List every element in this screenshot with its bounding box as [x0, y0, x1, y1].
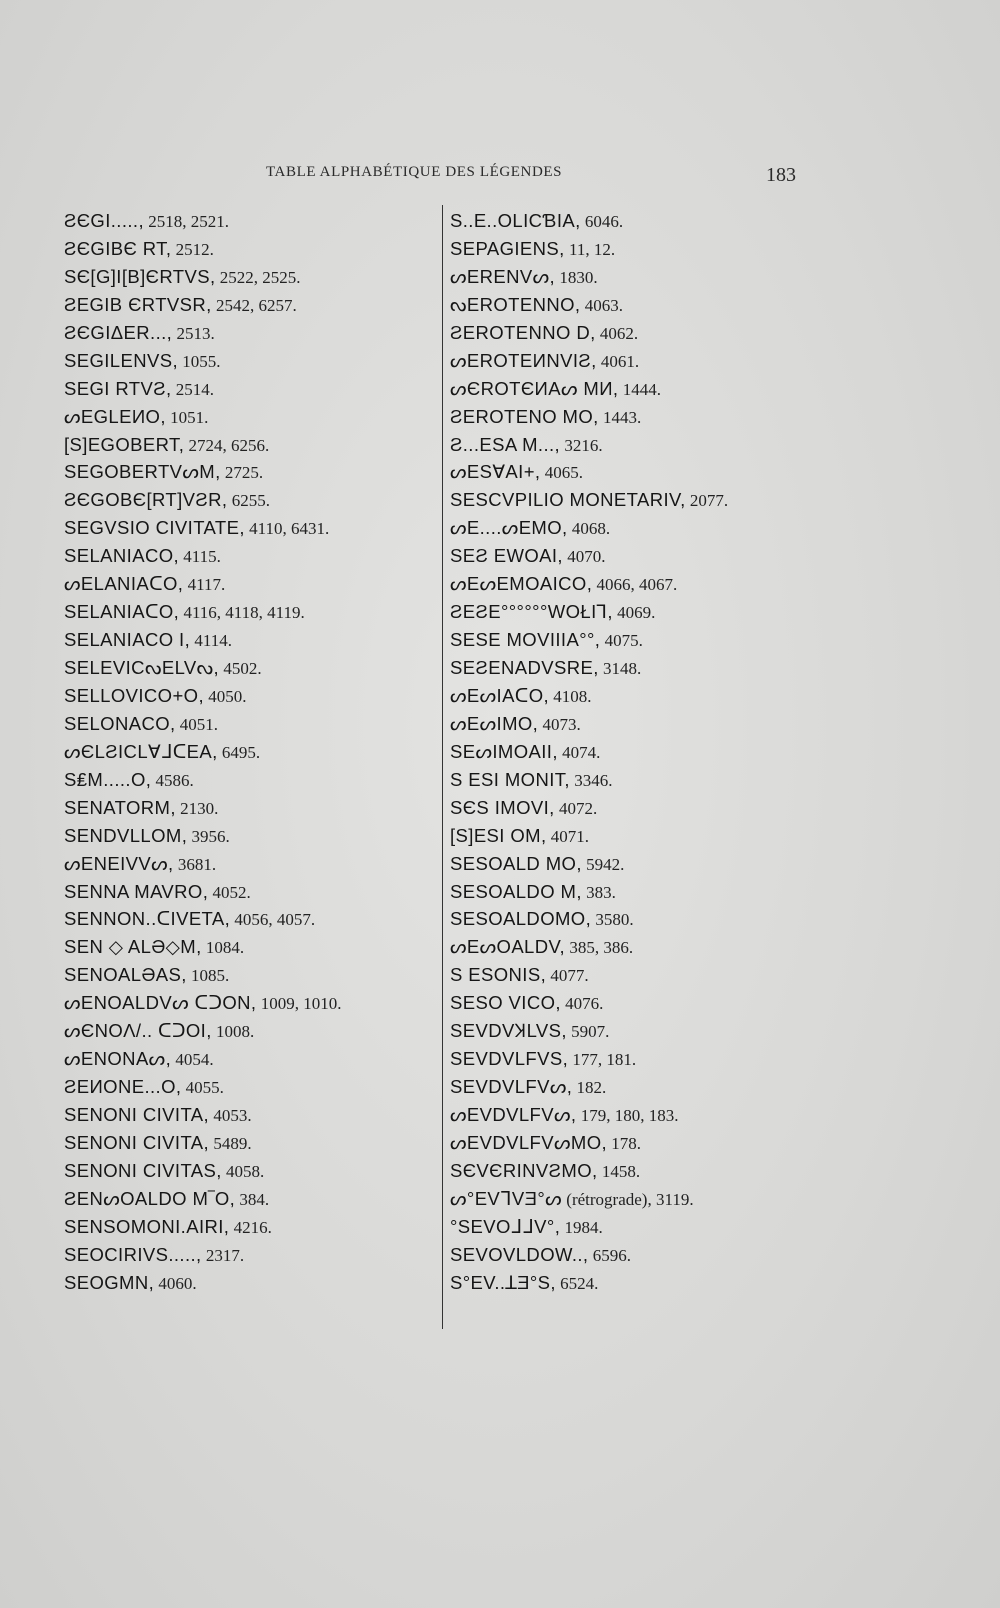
reference-numbers: 6046. [580, 212, 624, 231]
index-entry [450, 1241, 810, 1269]
reference-numbers: 1444. [618, 379, 661, 399]
legend-text: ƧEROTENNO D, [450, 321, 596, 343]
reference-numbers: 2130. [175, 798, 219, 818]
legend-text: ᔕERENVᔕ, [450, 265, 556, 287]
legend-text: ᔕEVDVLFVᔕ, [450, 1104, 577, 1125]
legend-text: S ESONIS, [450, 964, 547, 986]
legend-text: SENOALӘAS, [64, 964, 187, 986]
reference-numbers: 4066, 4067. [592, 575, 678, 595]
index-entry [64, 235, 434, 263]
reference-numbers: 4108. [549, 686, 592, 706]
reference-numbers: 4116, 4118, 4119. [179, 603, 305, 623]
index-entry [64, 850, 434, 878]
reference-numbers: 5942. [581, 854, 625, 874]
reference-numbers: 1055. [178, 351, 221, 371]
legend-text: SEƧENADVSRE, [450, 657, 599, 678]
legend-text: ᔕELANIAᑕO, [64, 573, 184, 595]
legend-text: S₤M.....O, [64, 768, 152, 790]
index-entry [450, 626, 810, 654]
reference-numbers: 179, 180, 183. [576, 1106, 679, 1125]
legend-text: ᔕЄNOɅ/.. ᑕᑐOI, [64, 1020, 212, 1042]
legend-text: SESOALD MO, [450, 852, 582, 874]
index-entry [450, 458, 810, 486]
legend-text: SENNON..ᑕIVETA, [64, 908, 231, 930]
index-entry [64, 1101, 434, 1129]
reference-numbers: 4053. [209, 1106, 252, 1125]
reference-numbers: 4075. [600, 631, 643, 651]
index-entry [64, 626, 434, 654]
legend-text: °SEVOᒧᒧV°, [450, 1215, 561, 1237]
legend-text: SESE MOVIIIA°°, [450, 629, 601, 651]
reference-numbers: 3681. [173, 854, 217, 874]
reference-numbers: 1084. [201, 938, 245, 958]
legend-text: ᔕEROTEИNVIƧ, [450, 349, 597, 371]
index-entry [450, 1157, 810, 1185]
index-entry [64, 1129, 434, 1157]
index-entry [64, 514, 434, 542]
reference-numbers: 4074. [557, 742, 601, 762]
reference-numbers: 5907. [566, 1022, 610, 1042]
reference-numbers: 4070. [562, 547, 606, 567]
legend-text: SEVDVLFVS, [450, 1048, 569, 1070]
index-entry [450, 542, 810, 570]
legend-text: ᔕESⱯAI+, [450, 461, 541, 483]
index-entry [450, 905, 810, 933]
index-entry [450, 738, 810, 766]
reference-numbers: 5489. [209, 1133, 252, 1153]
reference-numbers: 1458. [597, 1161, 641, 1181]
index-entry [64, 431, 434, 459]
index-entry [450, 850, 810, 878]
index-entry [64, 347, 434, 375]
legend-text: ƧEROTENO MO, [450, 405, 599, 427]
index-entry [450, 1269, 810, 1297]
index-entry [450, 598, 810, 626]
legend-text: SESO VICO, [450, 992, 561, 1014]
reference-numbers: 2513. [172, 323, 215, 343]
index-entry [64, 458, 434, 486]
reference-numbers: 4063. [580, 295, 623, 315]
reference-numbers: 1008. [211, 1022, 255, 1042]
index-entry [64, 682, 434, 710]
legend-text: SEƧ EWOAI, [450, 545, 563, 567]
reference-numbers: 1009, 1010. [256, 994, 342, 1014]
legend-text: SEVOVLDOW.., [450, 1243, 589, 1265]
legend-text: [S]ESI OM, [450, 824, 547, 846]
index-entry [64, 766, 434, 794]
index-entry [450, 375, 810, 403]
legend-text: ᔕEᔕIMO, [450, 712, 539, 734]
reference-numbers: (rétrograde), 3119. [562, 1189, 694, 1209]
index-entry [450, 1185, 810, 1213]
legend-text: ƧEƧE°°°°°°WOŁIꓶ, [450, 601, 613, 623]
reference-numbers: 2077. [685, 491, 729, 511]
reference-numbers: 4115. [179, 547, 221, 567]
index-entry [450, 989, 810, 1017]
index-entry [450, 933, 810, 961]
index-entry [450, 347, 810, 375]
index-entry [64, 1213, 434, 1241]
index-entry [450, 682, 810, 710]
index-entry [64, 375, 434, 403]
legend-text: ƧENᔕOALDO M‾O, [64, 1187, 236, 1209]
legend-text: ƧЄGOBЄ[RT]VƧR, [64, 489, 228, 511]
index-entry [450, 1101, 810, 1129]
reference-numbers: 4058. [221, 1161, 265, 1181]
reference-numbers: 384. [235, 1189, 270, 1209]
reference-numbers: 177, 181. [568, 1050, 637, 1070]
index-entry [64, 1073, 434, 1101]
index-entry [450, 1129, 810, 1157]
legend-text: SЄVЄRINVƧMO, [450, 1159, 598, 1181]
legend-text: ᔕE....ᔕEMO, [450, 517, 568, 539]
reference-numbers: 4076. [560, 994, 604, 1014]
legend-text: ᔕEᔕOALDV, [450, 936, 566, 958]
legend-text: ᔕEVDVLFVᔕMO, [450, 1131, 608, 1153]
legend-text: SELLOVICO+O, [64, 684, 205, 706]
reference-numbers: 4110, 6431. [244, 519, 330, 539]
index-entry [64, 1241, 434, 1269]
legend-text: SEOCIRIVS....., [64, 1243, 202, 1265]
reference-numbers: 6255. [227, 491, 270, 511]
reference-numbers: 6596. [588, 1245, 631, 1265]
legend-text: ᔕ°EVᒣVƎ°ᔕ [450, 1187, 563, 1209]
index-entry [64, 738, 434, 766]
reference-numbers: 4216. [229, 1217, 272, 1237]
reference-numbers: 4054. [171, 1050, 214, 1070]
index-entry [64, 794, 434, 822]
reference-numbers: 4069. [612, 603, 656, 623]
reference-numbers: 182. [572, 1078, 607, 1098]
legend-text: SEᔕIMOAII, [450, 740, 558, 762]
legend-text: S°EV..ꓕƎ°S, [450, 1271, 556, 1293]
legend-text: ᔓEROTENNO, [450, 293, 581, 315]
index-entry [450, 878, 810, 906]
legend-text: ᔕENOALDVᔕ ᑕᑐON, [64, 992, 257, 1014]
reference-numbers: 1443. [598, 407, 642, 427]
reference-numbers: 3580. [591, 910, 634, 930]
index-entry [64, 654, 434, 682]
index-entry [64, 1269, 434, 1297]
index-entry [64, 933, 434, 961]
reference-numbers: 6524. [555, 1273, 599, 1293]
legend-text: SEOGMN, [64, 1271, 155, 1293]
reference-numbers: 4072. [554, 798, 598, 818]
legend-text: ƧEGIB ЄRTVSR, [64, 293, 212, 315]
index-entry [64, 542, 434, 570]
reference-numbers: 4065. [540, 463, 583, 483]
index-entry [64, 989, 434, 1017]
reference-numbers: 4061. [596, 351, 640, 371]
reference-numbers: 3346. [569, 770, 613, 790]
reference-numbers: 383. [581, 882, 616, 902]
legend-text: SESOALDO M, [450, 880, 582, 902]
reference-numbers: 4055. [181, 1078, 224, 1098]
legend-text: SEPAGIENS, [450, 237, 565, 259]
reference-numbers: 4117. [183, 575, 226, 595]
reference-numbers: 2724, 6256. [184, 435, 270, 455]
legend-text: SEVDVꞰLVS, [450, 1020, 567, 1042]
index-entry [64, 822, 434, 850]
index-entry [450, 235, 810, 263]
legend-text: ƧЄGIBЄ RT, [64, 237, 172, 259]
legend-text: SENSOMONI.AIRI, [64, 1215, 230, 1237]
reference-numbers: 11, 12. [564, 239, 616, 259]
reference-numbers: 4114. [190, 631, 232, 651]
reference-numbers: 2725. [220, 463, 264, 483]
legend-text: ᔕEᔕIAᑕO, [450, 684, 550, 706]
index-entry [64, 319, 434, 347]
index-entry [64, 1017, 434, 1045]
legend-text: [S]EGOBERT, [64, 433, 185, 455]
legend-text: ƧЄGIΔER..., [64, 321, 173, 343]
index-entry [450, 961, 810, 989]
reference-numbers: 2522, 2525. [215, 267, 301, 287]
legend-text: SENONI CIVITAS, [64, 1159, 222, 1181]
legend-text: SEGOBERTVᔕM, [64, 461, 221, 483]
index-entry [64, 263, 434, 291]
legend-text: SEGI RTVƧ, [64, 377, 172, 399]
page-number: 183 [766, 164, 796, 186]
right-column [450, 207, 810, 1297]
reference-numbers: 4052. [208, 882, 251, 902]
index-entry [450, 1045, 810, 1073]
index-entry [450, 710, 810, 738]
index-entry [64, 1157, 434, 1185]
legend-text: SESCVPILIO MONETARIV, [450, 489, 686, 511]
index-entry [64, 710, 434, 738]
legend-text: SEVDVLFVᔕ, [450, 1076, 573, 1098]
running-title: TABLE ALPHABÉTIQUE DES LÉGENDES [266, 164, 563, 180]
legend-text: ᔕENEIVVᔕ, [64, 852, 174, 874]
legend-text: SEN ◇ ALӘ◇M, [64, 936, 202, 958]
reference-numbers: 4077. [546, 966, 589, 986]
legend-text: S..E..OLICƁIA, [450, 210, 581, 231]
reference-numbers: 3148. [598, 659, 642, 678]
reference-numbers: 3956. [187, 826, 230, 846]
index-entry [64, 1185, 434, 1213]
legend-text: SEGILENVS, [64, 349, 179, 371]
index-entry [450, 654, 810, 682]
reference-numbers: 1984. [560, 1217, 603, 1237]
reference-numbers: 2512. [171, 239, 214, 259]
reference-numbers: 2518, 2521. [144, 212, 230, 231]
legend-text: SENONI CIVITA, [64, 1104, 210, 1125]
reference-numbers: 1051. [165, 407, 209, 427]
legend-text: SЄS IMOVI, [450, 796, 555, 818]
reference-numbers: 2514. [171, 379, 214, 399]
index-entry [450, 431, 810, 459]
reference-numbers: 4051. [175, 714, 219, 734]
legend-text: SENNA MAVRO, [64, 880, 209, 902]
legend-text: ᔕЄLƧICLⱯᒧᑕEA, [64, 740, 218, 762]
reference-numbers: 6495. [217, 742, 261, 762]
reference-numbers: 4586. [151, 770, 194, 790]
legend-text: SELANIAᑕO, [64, 601, 180, 623]
legend-text: SELANIACO, [64, 545, 180, 567]
index-entry [450, 794, 810, 822]
index-entry [64, 403, 434, 431]
index-entry [64, 486, 434, 514]
index-entry [450, 263, 810, 291]
index-entry [450, 570, 810, 598]
legend-text: ᔕEᔕEMOAICO, [450, 573, 593, 595]
index-entry [450, 1073, 810, 1101]
index-entry [450, 291, 810, 319]
index-entry [64, 291, 434, 319]
reference-numbers: 4050. [204, 686, 247, 706]
legend-text: SENONI CIVITA, [64, 1131, 210, 1153]
legend-text: Ƨ...ESA M..., [450, 433, 561, 455]
left-column [64, 207, 434, 1297]
legend-text: ᔕЄROTЄИAᔕ MИ, [450, 377, 619, 399]
index-entry [64, 878, 434, 906]
legend-text: SEGVSIO CIVITATE, [64, 517, 245, 539]
reference-numbers: 4062. [595, 323, 639, 343]
reference-numbers: 2317. [201, 1245, 245, 1265]
reference-numbers: 1830. [555, 267, 598, 287]
index-entry [450, 207, 810, 235]
legend-text: ᔕEGLEИO, [64, 405, 166, 427]
index-entry [450, 319, 810, 347]
index-entry [450, 1017, 810, 1045]
legend-text: SЄ[G]I[B]ЄRTVS, [64, 265, 216, 287]
index-entry [64, 961, 434, 989]
reference-numbers: 4071. [546, 826, 590, 846]
index-entry [64, 905, 434, 933]
index-entry [450, 403, 810, 431]
index-entry [64, 1045, 434, 1073]
legend-text: S ESI MONIT, [450, 768, 570, 790]
index-entry [450, 486, 810, 514]
legend-text: SENDVLLOM, [64, 824, 188, 846]
index-entry [64, 598, 434, 626]
reference-numbers: 3216. [560, 435, 603, 455]
reference-numbers: 1085. [186, 966, 230, 986]
reference-numbers: 4068. [567, 519, 611, 539]
reference-numbers: 4056, 4057. [230, 910, 316, 930]
reference-numbers: 4060. [154, 1273, 197, 1293]
legend-text: SELONACO, [64, 712, 176, 734]
reference-numbers: 2542, 6257. [211, 295, 297, 315]
legend-text: ᔕENONAᔕ, [64, 1048, 172, 1070]
column-divider [442, 205, 443, 1329]
legend-text: ƧЄGI....., [64, 210, 145, 231]
reference-numbers: 385, 386. [565, 938, 634, 958]
legend-text: SENATORM, [64, 796, 176, 818]
reference-numbers: 178. [607, 1133, 642, 1153]
reference-numbers: 4073. [538, 714, 581, 734]
legend-text: ƧEИONE...O, [64, 1076, 182, 1098]
index-entry [64, 207, 434, 235]
legend-text: SELANIACO I, [64, 629, 191, 651]
index-entry [450, 822, 810, 850]
index-entry [450, 514, 810, 542]
legend-text: SESOALDOMO, [450, 908, 592, 930]
reference-numbers: 4502. [219, 659, 262, 678]
index-entry [64, 570, 434, 598]
index-entry [450, 1213, 810, 1241]
legend-text: SELEVICᔓELVᔓ, [64, 657, 220, 678]
index-entry [450, 766, 810, 794]
